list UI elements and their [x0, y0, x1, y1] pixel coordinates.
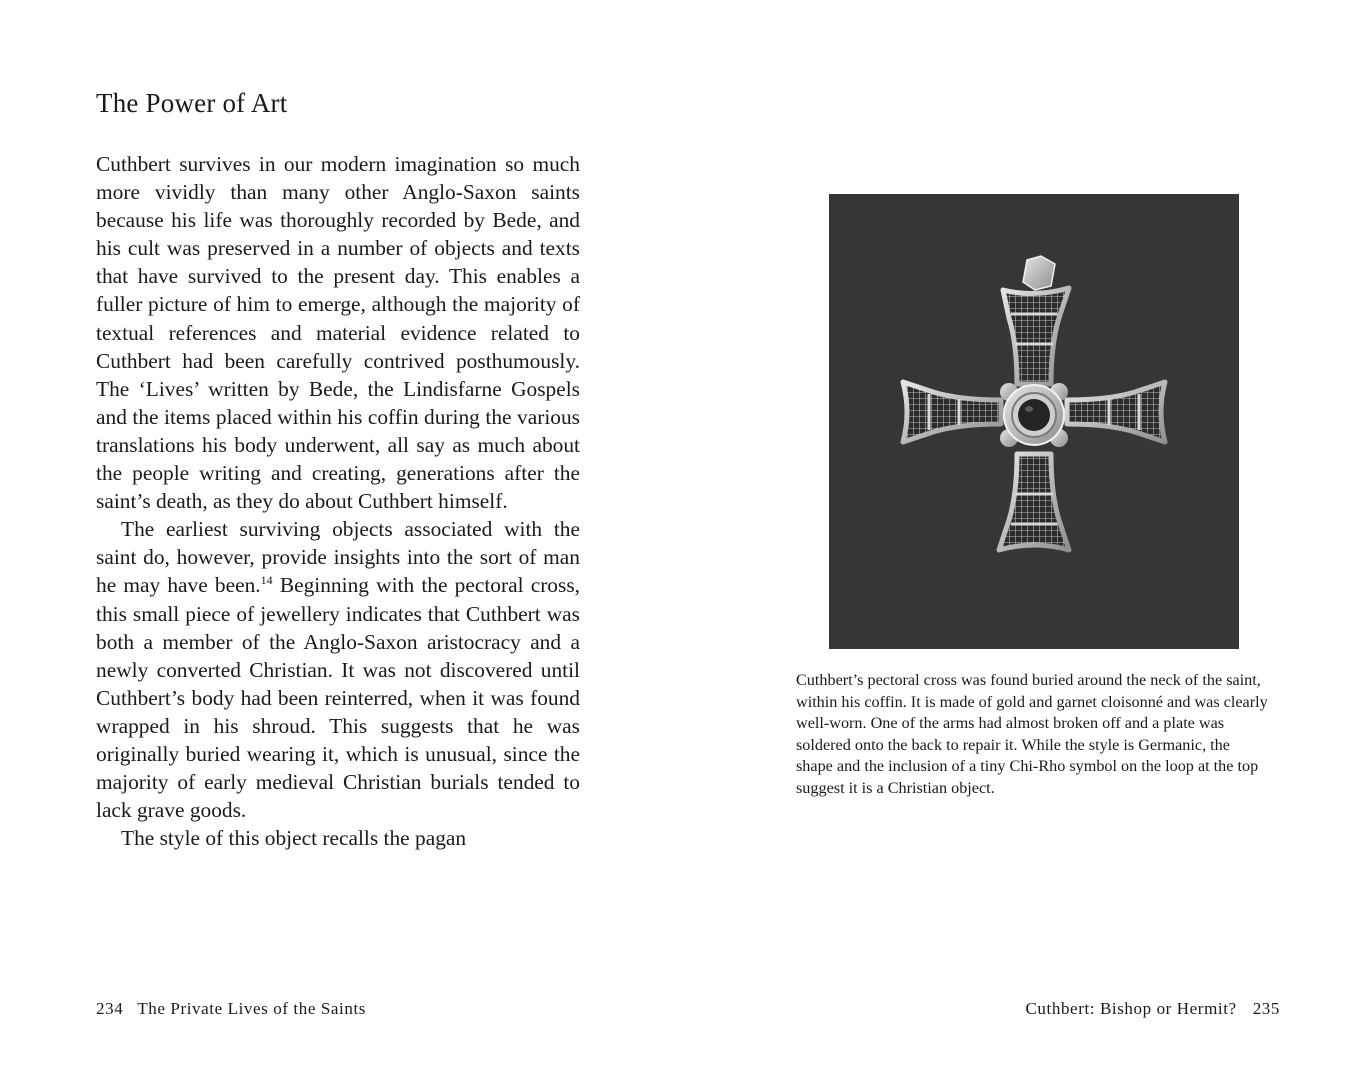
running-head: Cuthbert: Bishop or Hermit?	[1025, 999, 1237, 1018]
pectoral-cross-photo	[829, 194, 1239, 649]
section-title: The Power of Art	[96, 88, 288, 118]
paragraph-text: Beginning with the pectoral cross, this small piece of jewellery indicates that Cuthbert was both a member of the Anglo-Saxon aristocracy and a newly converted Christian. It was not discovered until Cuthbert’s body had been reinterred, when it was found wrapped in his shroud. This suggests that he was originally buried wearing it, which is unusual, since the majority of early medieval Christian burials tended to lack grave goods.	[96, 573, 581, 823]
left-page	[0, 0, 685, 1080]
figure-caption: Cuthbert’s pectoral cross was found buried around the neck of the saint, within his coffin. It is made of gold and garnet cloisonné and was clearly well-worn. One of the arms had almost broken off and a plate was soldered onto the back to repair it. While the style is Germanic, the shape and the inclusion of a tiny Chi-Rho symbol on the loop at the top suggest it is a Christian object.	[796, 671, 1268, 797]
paragraph: The style of this object recalls the pagan	[121, 826, 467, 851]
right-page	[685, 0, 1371, 1080]
paragraph	[96, 515, 580, 824]
cross-shape	[903, 256, 1165, 550]
running-foot-right	[1025, 999, 1280, 1019]
paragraph-text: The earliest surviving objects associated with the saint do, however, provide insights into the sort of man he may have been.	[96, 517, 580, 598]
pectoral-cross-image	[829, 194, 1239, 649]
running-head: The Private Lives of the Saints	[137, 999, 367, 1018]
page-number: 234	[96, 999, 124, 1018]
paragraph: Cuthbert survives in our modern imagination so much more vividly than many other Anglo-Saxon saints because his life was thoroughly recorded by Bede, and his cult was preserved in a number of objects and texts that have survived to the present day. This enables a fuller picture of him to emerge, although the majority of textual references and material evidence related to Cuthbert had been carefully contrived posthumously. The ‘Lives’ written by Bede, the Lindisfarne Gospels and the items placed within his coffin during the various translations his body underwent, all say as much about the people writing and creating, generations after the saint’s death, as they do about Cuthbert himself.	[96, 152, 580, 514]
page-number: 235	[1252, 999, 1280, 1018]
footnote-reference[interactable]: 14	[260, 573, 273, 588]
running-foot-left	[96, 999, 366, 1019]
body-text	[96, 150, 580, 852]
